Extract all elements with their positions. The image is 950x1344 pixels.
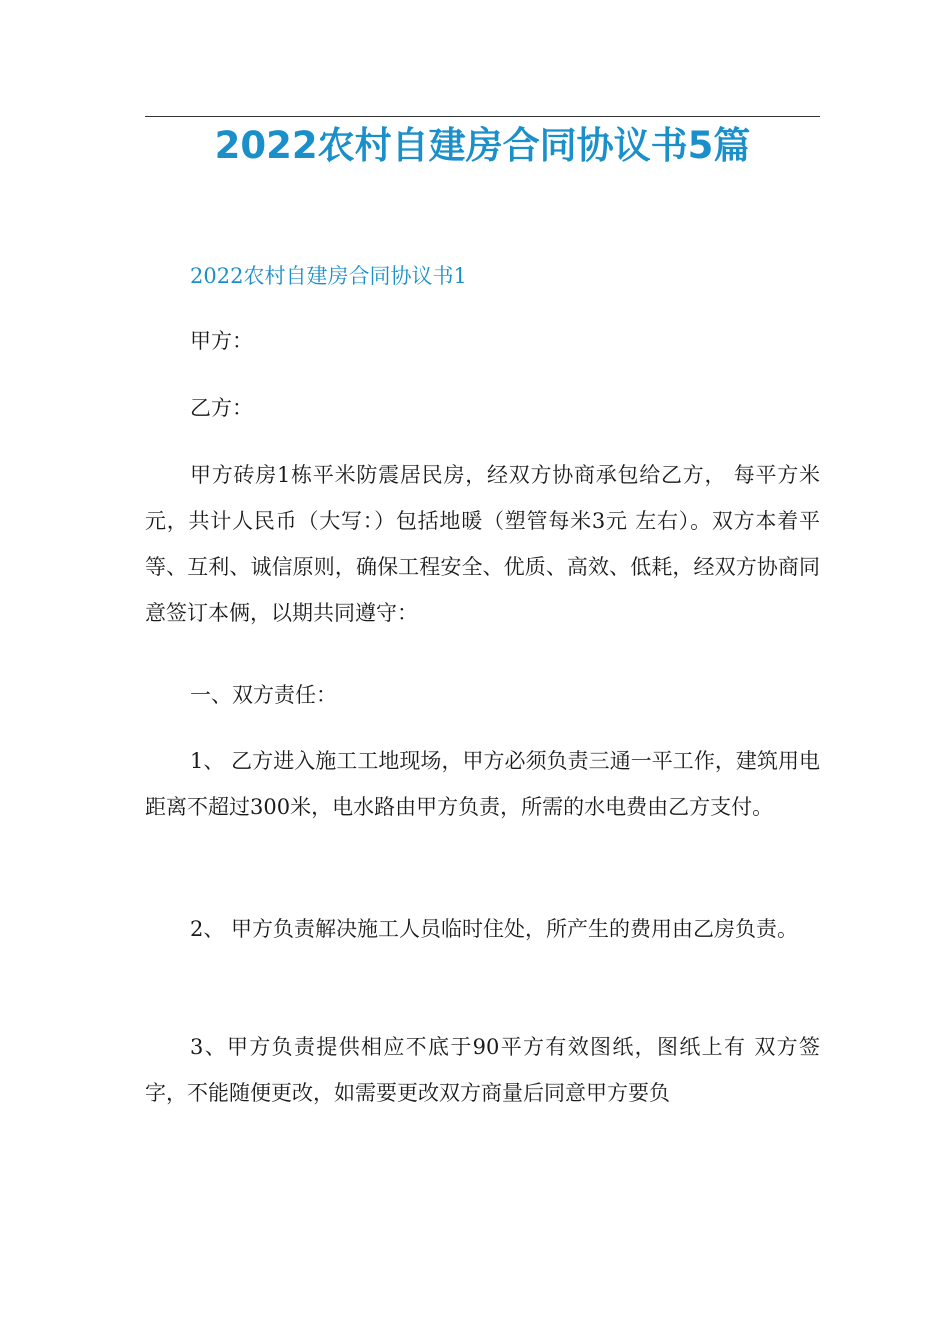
responsibilities-heading: 一、双方责任： bbox=[190, 683, 337, 707]
clause-item-3: 3、甲方负责提供相应不底于90平方有效图纸，图纸上有 双方签字，不能随便更改，如需要更改双方商量后同意甲方要负 bbox=[145, 1035, 820, 1105]
intro-paragraph: 甲方砖房1栋平米防震居民房，经双方协商承包给乙方， 每平方米 元，共计人民币（大写：）包括地暖（塑管每米3元 左右）。双方本着平等、互利、诚信原则，确保工程安全、优质、高效、低耗，经双方协商同意签订本俩，以期共同遵守： bbox=[145, 463, 820, 625]
party-a-label: 甲方： bbox=[190, 329, 253, 353]
document-title: 2022农村自建房合同协议书5篇 bbox=[214, 124, 751, 167]
header-rule bbox=[145, 116, 820, 117]
section-title: 2022农村自建房合同协议书1 bbox=[190, 264, 467, 288]
clause-item-1: 1、 乙方进入施工工地现场，甲方必须负责三通一平工作，建筑用电距离不超过300米，电水路由甲方负责，所需的水电费由乙方支付。 bbox=[145, 749, 820, 819]
clause-item-2: 2、 甲方负责解决施工人员临时住处，所产生的费用由乙房负责。 bbox=[190, 917, 799, 941]
party-b-label: 乙方： bbox=[190, 396, 253, 420]
